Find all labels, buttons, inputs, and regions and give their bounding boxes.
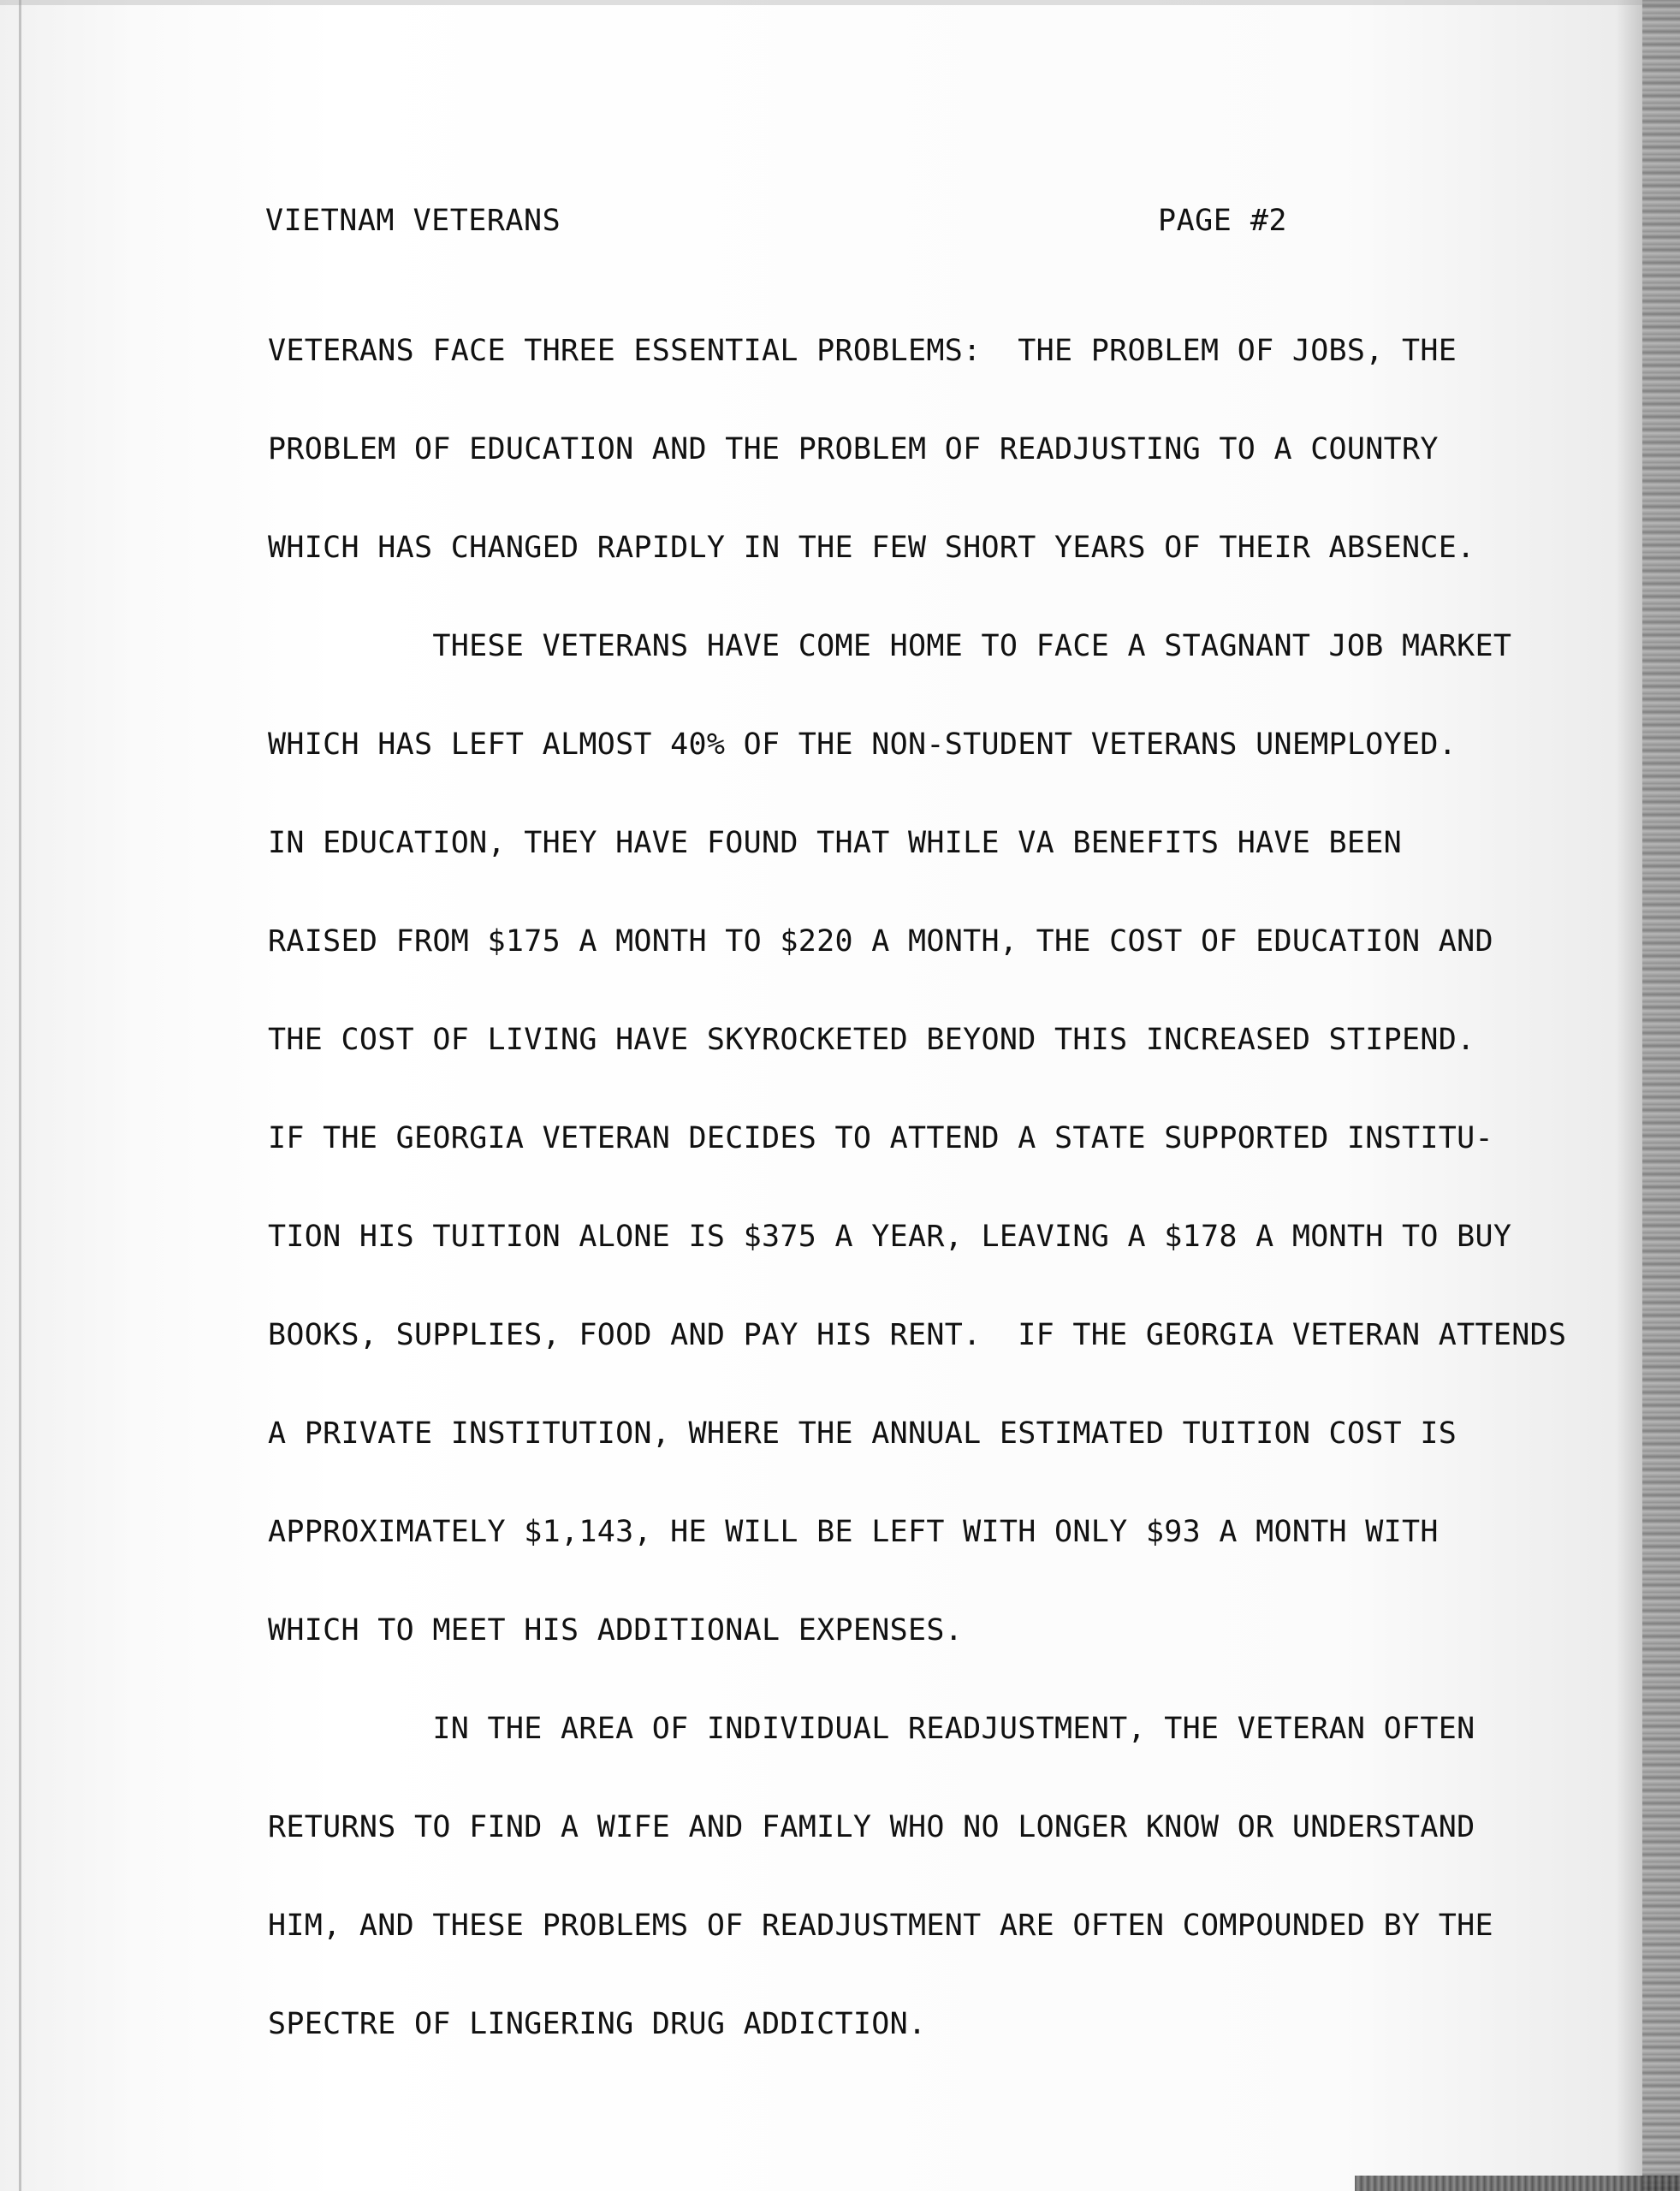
text-line: HIM, AND THESE PROBLEMS OF READJUSTMENT ARE OFTEN COMPOUNDED BY THE xyxy=(268,1909,1493,1943)
text-line: THESE VETERANS HAVE COME HOME TO FACE A STAGNANT JOB MARKET xyxy=(268,629,1512,663)
text-line: WHICH HAS LEFT ALMOST 40% OF THE NON-STUDENT VETERANS UNEMPLOYED. xyxy=(268,727,1457,762)
text-line: APPROXIMATELY $1,143, HE WILL BE LEFT WITH ONLY $93 A MONTH WITH xyxy=(268,1515,1439,1549)
text-line: TION HIS TUITION ALONE IS $375 A YEAR, LEAVING A $178 A MONTH TO BUY xyxy=(268,1220,1512,1254)
scan-left-edge xyxy=(19,0,21,2191)
scan-right-shadow xyxy=(1617,0,1642,2191)
text-line: SPECTRE OF LINGERING DRUG ADDICTION. xyxy=(268,2007,927,2041)
text-line: WHICH TO MEET HIS ADDITIONAL EXPENSES. xyxy=(268,1613,964,1648)
text-line: IF THE GEORGIA VETERAN DECIDES TO ATTEND A STATE SUPPORTED INSTITU- xyxy=(268,1121,1493,1155)
text-line: A PRIVATE INSTITUTION, WHERE THE ANNUAL ESTIMATED TUITION COST IS xyxy=(268,1416,1457,1451)
scan-bottom-edge xyxy=(1355,2176,1680,2191)
scan-right-edge xyxy=(1642,0,1680,2191)
text-line: RETURNS TO FIND A WIFE AND FAMILY WHO NO LONGER KNOW OR UNDERSTAND xyxy=(268,1810,1475,1844)
scan-top-edge xyxy=(0,0,1680,5)
text-line: RAISED FROM $175 A MONTH TO $220 A MONTH, THE COST OF EDUCATION AND xyxy=(268,924,1493,959)
page-header xyxy=(265,204,1292,246)
text-line: BOOKS, SUPPLIES, FOOD AND PAY HIS RENT. IF THE GEORGIA VETERAN ATTENDS xyxy=(268,1318,1567,1352)
document-title: VIETNAM VETERANS xyxy=(265,204,561,238)
document-body xyxy=(268,330,1567,2101)
text-line: IN EDUCATION, THEY HAVE FOUND THAT WHILE VA BENEFITS HAVE BEEN xyxy=(268,826,1403,860)
text-line: PROBLEM OF EDUCATION AND THE PROBLEM OF READJUSTING TO A COUNTRY xyxy=(268,432,1439,466)
text-line: THE COST OF LIVING HAVE SKYROCKETED BEYOND THIS INCREASED STIPEND. xyxy=(268,1023,1475,1057)
text-line: VETERANS FACE THREE ESSENTIAL PROBLEMS: THE PROBLEM OF JOBS, THE xyxy=(268,334,1457,368)
text-line: IN THE AREA OF INDIVIDUAL READJUSTMENT, THE VETERAN OFTEN xyxy=(268,1712,1475,1746)
text-line: WHICH HAS CHANGED RAPIDLY IN THE FEW SHORT YEARS OF THEIR ABSENCE. xyxy=(268,531,1475,565)
page-number: PAGE #2 xyxy=(1158,204,1288,238)
